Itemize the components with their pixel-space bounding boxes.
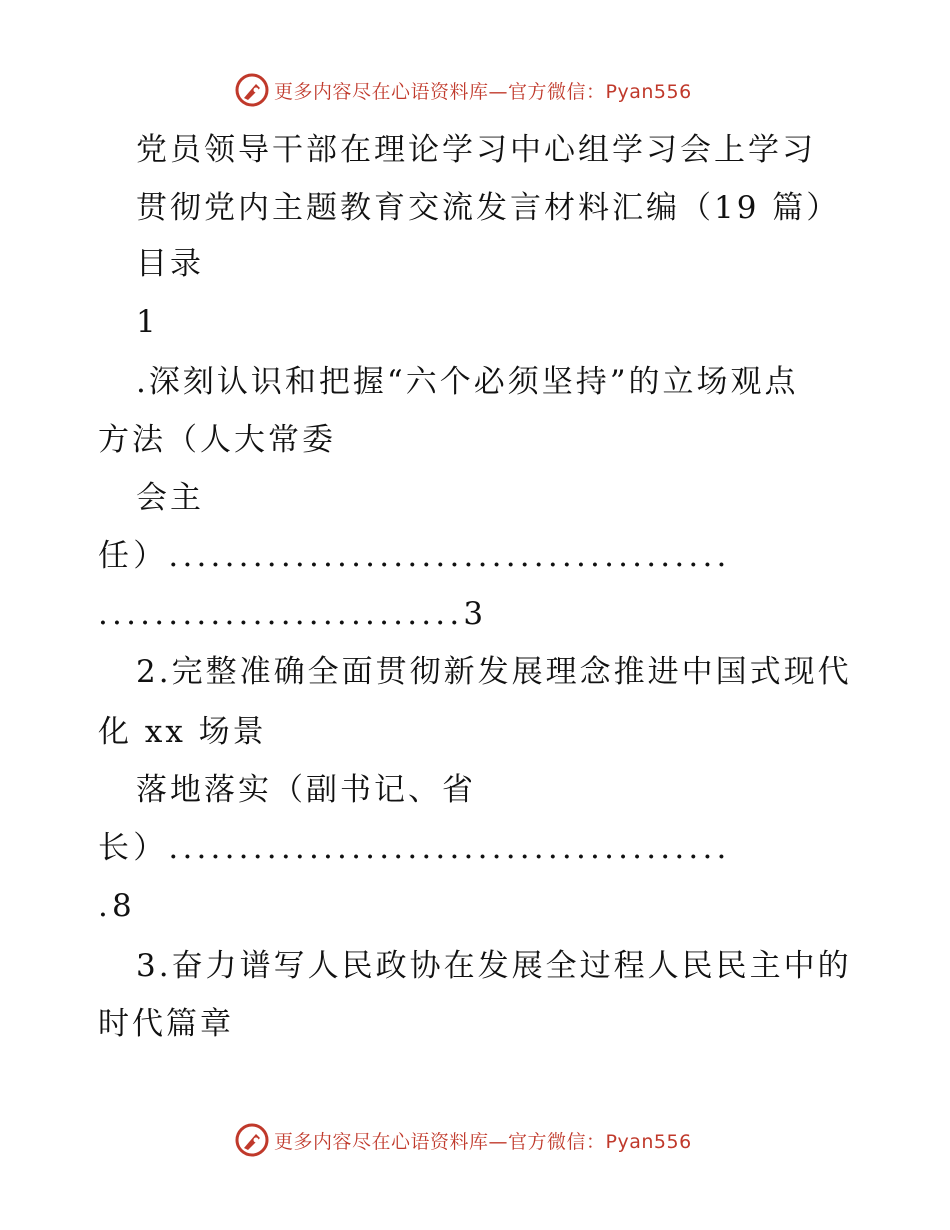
watermark-footer (234, 1120, 692, 1160)
watermark-text: 更多内容尽在心语资料库—官方微信：Pyan556 (274, 80, 692, 103)
toc-item-3-line-2: 时代篇章 (98, 1006, 234, 1042)
doc-title-line-2: 贯彻党内主题教育交流发言材料汇编（19 篇） (136, 190, 841, 226)
toc-item-3-line-1: 3.奋力谱写人民政协在发展全过程人民民主中的 (136, 948, 852, 984)
pen-nib-circle-icon (234, 72, 270, 108)
toc-item-2-line-2: 化 xx 场景 (98, 714, 267, 750)
watermark-header (234, 70, 692, 110)
toc-item-2-line-1: 2.完整准确全面贯彻新发展理念推进中国式现代 (136, 654, 852, 690)
toc-item-1-leader-1: 任）........................................ (98, 538, 731, 574)
toc-heading: 目录 (136, 246, 204, 282)
watermark-text: 更多内容尽在心语资料库—官方微信：Pyan556 (274, 1130, 692, 1153)
toc-item-2-leader-1: 长）........................................ (98, 830, 731, 866)
doc-title-line-1: 党员领导干部在理论学习中心组学习会上学习 (136, 132, 816, 168)
toc-item-1-leader-2: ..........................3 (98, 596, 488, 632)
toc-item-1-number: 1 (136, 304, 159, 340)
toc-item-1-line-3: 会主 (136, 480, 204, 516)
toc-item-1-line-1: .深刻认识和把握“六个必须坚持”的立场观点 (136, 364, 799, 400)
pen-nib-circle-icon (234, 1122, 270, 1158)
toc-item-2-line-3: 落地落实（副书记、省 (136, 772, 476, 808)
toc-item-1-line-2: 方法（人大常委 (98, 422, 336, 458)
toc-item-2-leader-2: .8 (98, 888, 136, 924)
